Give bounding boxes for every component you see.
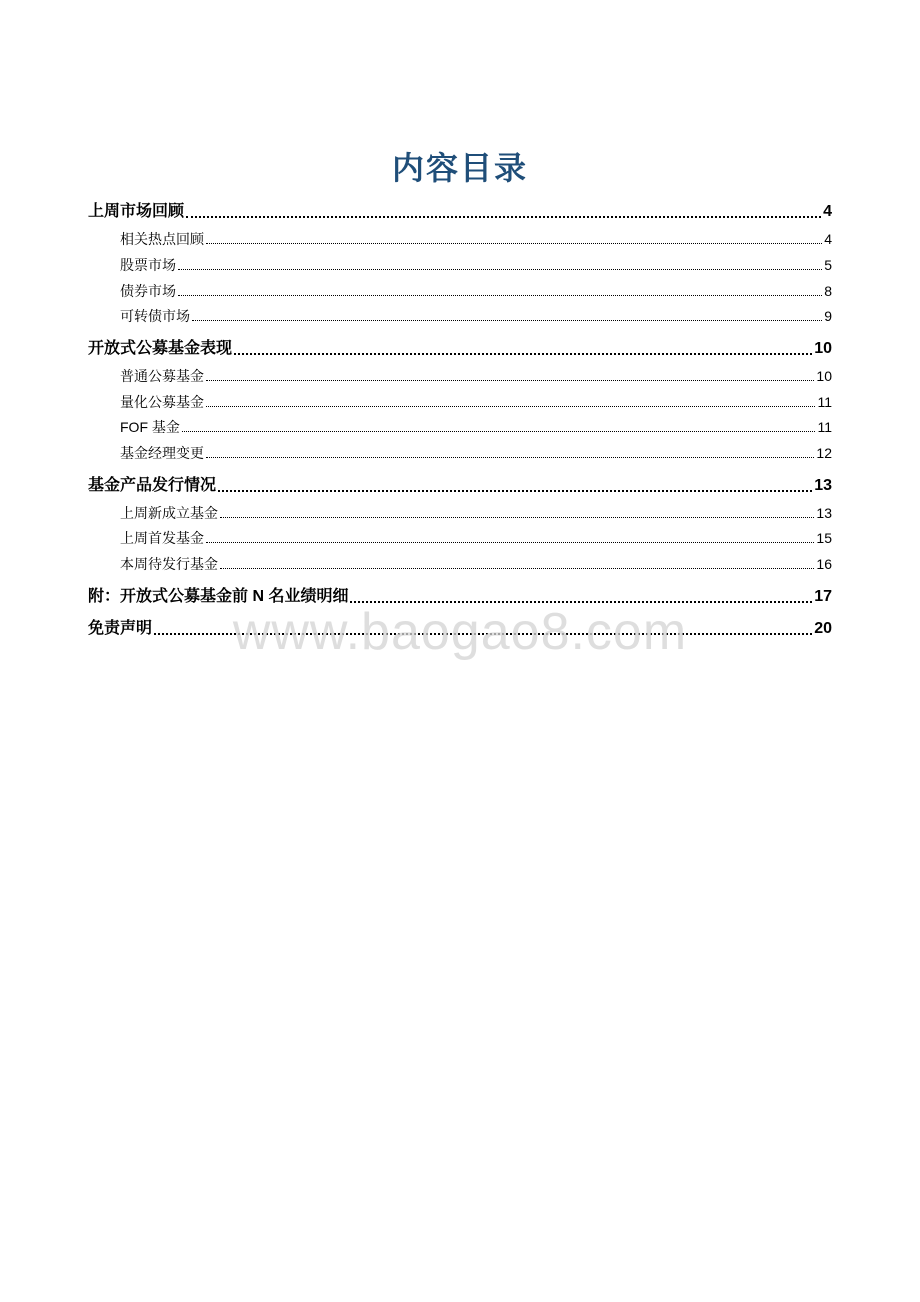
toc-entry-label: 股票市场 <box>120 257 176 273</box>
toc-entry-market-review[interactable] <box>88 196 832 222</box>
toc-entry-page: 20 <box>814 620 832 637</box>
toc-entry-page: 4 <box>823 203 832 220</box>
toc-entry-page: 10 <box>816 368 832 384</box>
dot-leader <box>186 216 821 218</box>
toc-entry-label: FOF 基金 <box>120 419 180 435</box>
toc-entry-fof-funds[interactable] <box>120 415 832 437</box>
dot-leader <box>206 457 814 458</box>
toc-title: 内容目录 <box>391 150 528 186</box>
toc-entry-label: 债券市场 <box>120 283 176 299</box>
toc-entry-fund-issuance[interactable] <box>88 470 832 496</box>
dot-leader <box>220 517 814 518</box>
toc-entry-page: 16 <box>816 556 832 572</box>
toc-entry-label: 开放式公募基金表现 <box>88 340 233 357</box>
toc-entry-page: 11 <box>817 394 832 410</box>
toc-entry-page: 4 <box>824 231 832 247</box>
dot-leader <box>350 601 812 603</box>
toc-entry-page: 9 <box>824 308 832 324</box>
toc-entry-disclaimer[interactable] <box>88 613 832 639</box>
toc-entry-new-funds-last-week[interactable] <box>120 501 832 523</box>
dot-leader <box>206 243 822 244</box>
toc-entry-label: 本周待发行基金 <box>120 556 218 572</box>
toc-entry-convertible-bond-market[interactable] <box>120 304 832 326</box>
toc-entry-stock-market[interactable] <box>120 253 832 275</box>
toc-entry-page: 5 <box>824 257 832 273</box>
toc-entry-manager-changes[interactable] <box>120 441 832 463</box>
toc-entry-ordinary-funds[interactable] <box>120 364 832 386</box>
dot-leader <box>220 568 814 569</box>
toc-entry-page: 12 <box>816 445 832 461</box>
toc-entry-label: 上周首发基金 <box>120 530 204 546</box>
toc-entry-hot-topics[interactable] <box>120 227 832 249</box>
toc-entry-page: 11 <box>817 419 832 435</box>
toc-entry-label: 普通公募基金 <box>120 368 204 384</box>
toc-entry-quant-funds[interactable] <box>120 390 832 412</box>
toc-entry-page: 13 <box>814 477 832 494</box>
dot-leader <box>178 295 822 296</box>
toc-entry-open-end-fund-performance[interactable] <box>88 333 832 359</box>
dot-leader <box>154 633 812 635</box>
toc-entry-label: 上周市场回顾 <box>88 203 185 220</box>
toc-entry-label: 量化公募基金 <box>120 394 204 410</box>
toc-entry-label: 上周新成立基金 <box>120 505 218 521</box>
dot-leader <box>178 269 822 270</box>
dot-leader <box>206 406 815 407</box>
dot-leader <box>192 320 822 321</box>
toc-entry-label: 附：开放式公募基金前 N 名业绩明细 <box>88 588 349 605</box>
toc-entry-page: 8 <box>824 283 832 299</box>
toc-entry-appendix-top-n[interactable] <box>88 581 832 607</box>
toc-entry-pending-funds-this-week[interactable] <box>120 552 832 574</box>
dot-leader <box>218 490 812 492</box>
toc-entry-page: 17 <box>814 588 832 605</box>
dot-leader <box>234 353 812 355</box>
toc-entry-label: 基金产品发行情况 <box>88 477 217 494</box>
toc-entry-label: 可转债市场 <box>120 308 190 324</box>
dot-leader <box>206 380 814 381</box>
watermark: www.baogao8.com <box>232 603 688 661</box>
toc-entry-page: 15 <box>816 530 832 546</box>
toc-entry-bond-market[interactable] <box>120 279 832 301</box>
toc-entry-first-issue-last-week[interactable] <box>120 526 832 548</box>
toc-entry-label: 免责声明 <box>88 620 153 637</box>
dot-leader <box>182 431 816 432</box>
toc-entry-page: 13 <box>816 505 832 521</box>
toc-entry-label: 相关热点回顾 <box>120 231 204 247</box>
toc-entry-page: 10 <box>814 340 832 357</box>
dot-leader <box>206 542 814 543</box>
toc-entry-label: 基金经理变更 <box>120 445 204 461</box>
